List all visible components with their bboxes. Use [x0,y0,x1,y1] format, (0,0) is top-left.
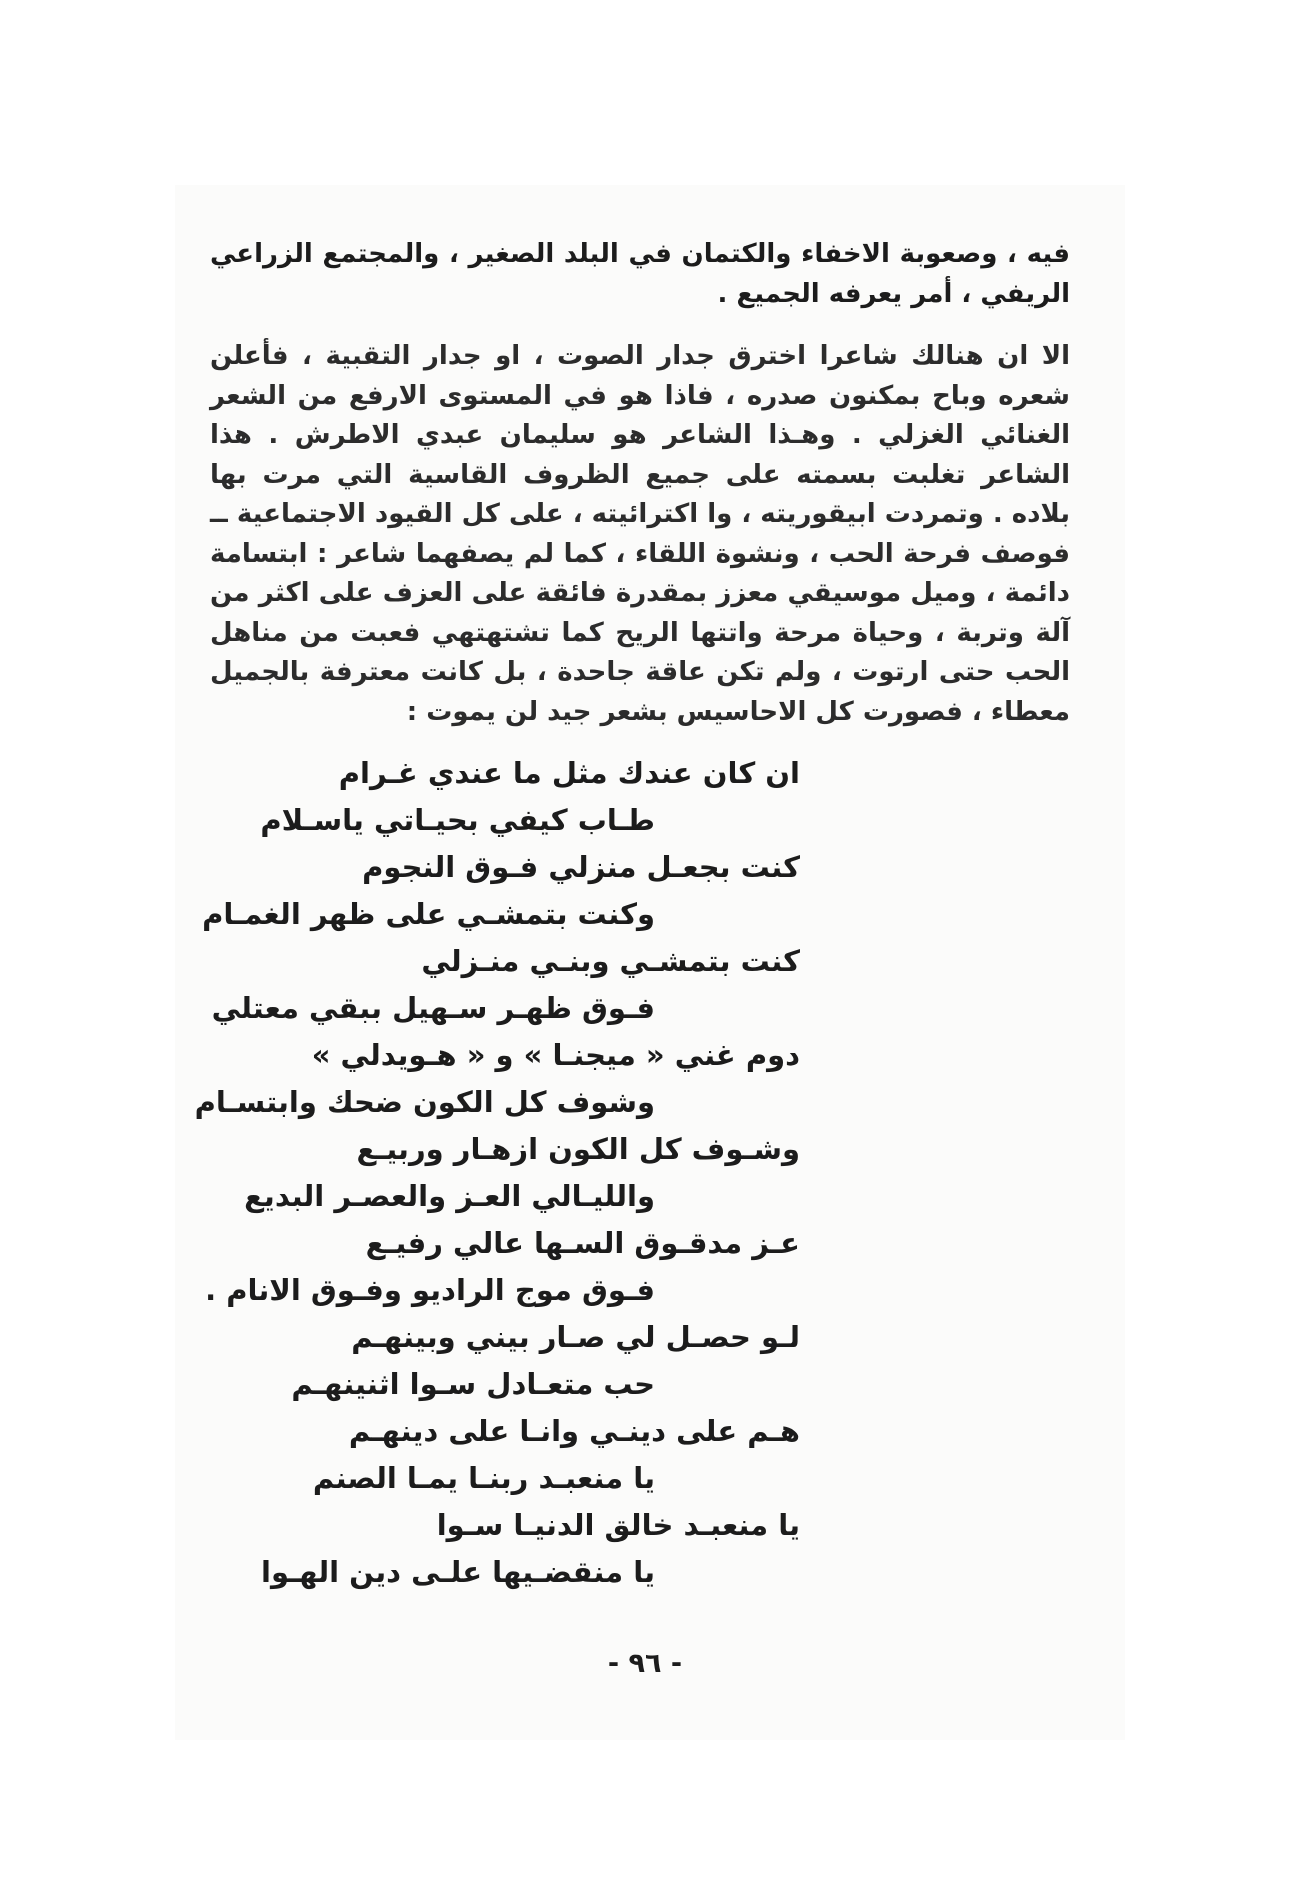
paragraph-continuation [210,235,1070,314]
book-page [194,205,1085,1725]
verse-line: حب متعـادل سـوا اثنينهـم [291,1367,655,1401]
verse-line: يا منعبـد ربنـا يمـا الصنم [312,1461,655,1495]
paragraph-text: الا ان هنالك شاعرا اخترق جدار الصوت ، او جدار التقبية ، فأعلن شعره وباح بمكنون صدره ، فاذا هو في المستوى الارفع من الشعر الغنائي الغزلي . وهـذا الشاعر هو سليمان عبدي الاطرش . هذا الشاعر تغلبت بسمته على جميع الظروف القاسية التي مرت بها بلاده . وتمردت ابيقوريته ، وا اكترائيته ، على كل القيود الاجتماعية ــ فوصف فرحة الحب ، ونشوة اللقاء ، كما لم يصفهما شاعر : ابتسامة دائمة ، وميل موسيقي معزز بمقدرة فائقة على العزف على اكثر من آلة وتربة ، وحياة مرحة واتتها الريح كما تشتهتهي فعبت من مناهل الحب حتى ارتوت ، ولم تكن عاقة جاحدة ، بل كانت معترفة بالجميل معطاء ، فصورت كل الاحاسيس بشعر جيد لن يموت : [210,341,1070,727]
verse-line: وشوف كل الكون ضحك وابتسـام [194,1085,655,1119]
verse-line: ان كان عندك مثل ما عندي غـرام [338,756,800,790]
verse-line: هـم على دينـي وانـا على دينهـم [348,1414,800,1448]
verse-line: والليـالي العـز والعصـر البديع [244,1179,655,1213]
paragraph-main [210,337,1070,732]
verse-line: يا منقضـيها علـى دين الهـوا [261,1555,655,1589]
verse-line: لـو حصـل لي صـار بيني وبينهـم [351,1320,800,1354]
verse-line: دوم غني « ميجنـا » و « هـويدلي » [311,1038,800,1072]
verse-line: طـاب كيفي بحيـاتي ياسـلام [260,803,655,837]
verse-line: فـوق موج الراديو وفـوق الانام . [205,1273,655,1307]
verse-line: عـز مدقـوق السـها عالي رفيـع [365,1226,800,1260]
paragraph-text: فيه ، وصعوبة الاخفاء والكتمان في البلد الصغير ، والمجتمع الزراعي الريفي ، أمر يعرفه الجميع . [210,239,1070,309]
verse-line: كنت بجعـل منزلي فـوق النجوم [362,850,800,884]
verse-line: يا منعبـد خالق الدنيـا سـوا [436,1508,800,1542]
page-number: - ٩٦ - [607,1648,683,1679]
verse-line: كنت بتمشـي وبنـي منـزلي [421,944,800,978]
verse-line: فـوق ظهـر سـهيل ببقي معتلي [211,991,655,1025]
verse-line: وكنت بتمشـي على ظهر الغمـام [202,897,655,931]
verse-line: وشـوف كل الكون ازهـار وربيـع [356,1132,800,1166]
